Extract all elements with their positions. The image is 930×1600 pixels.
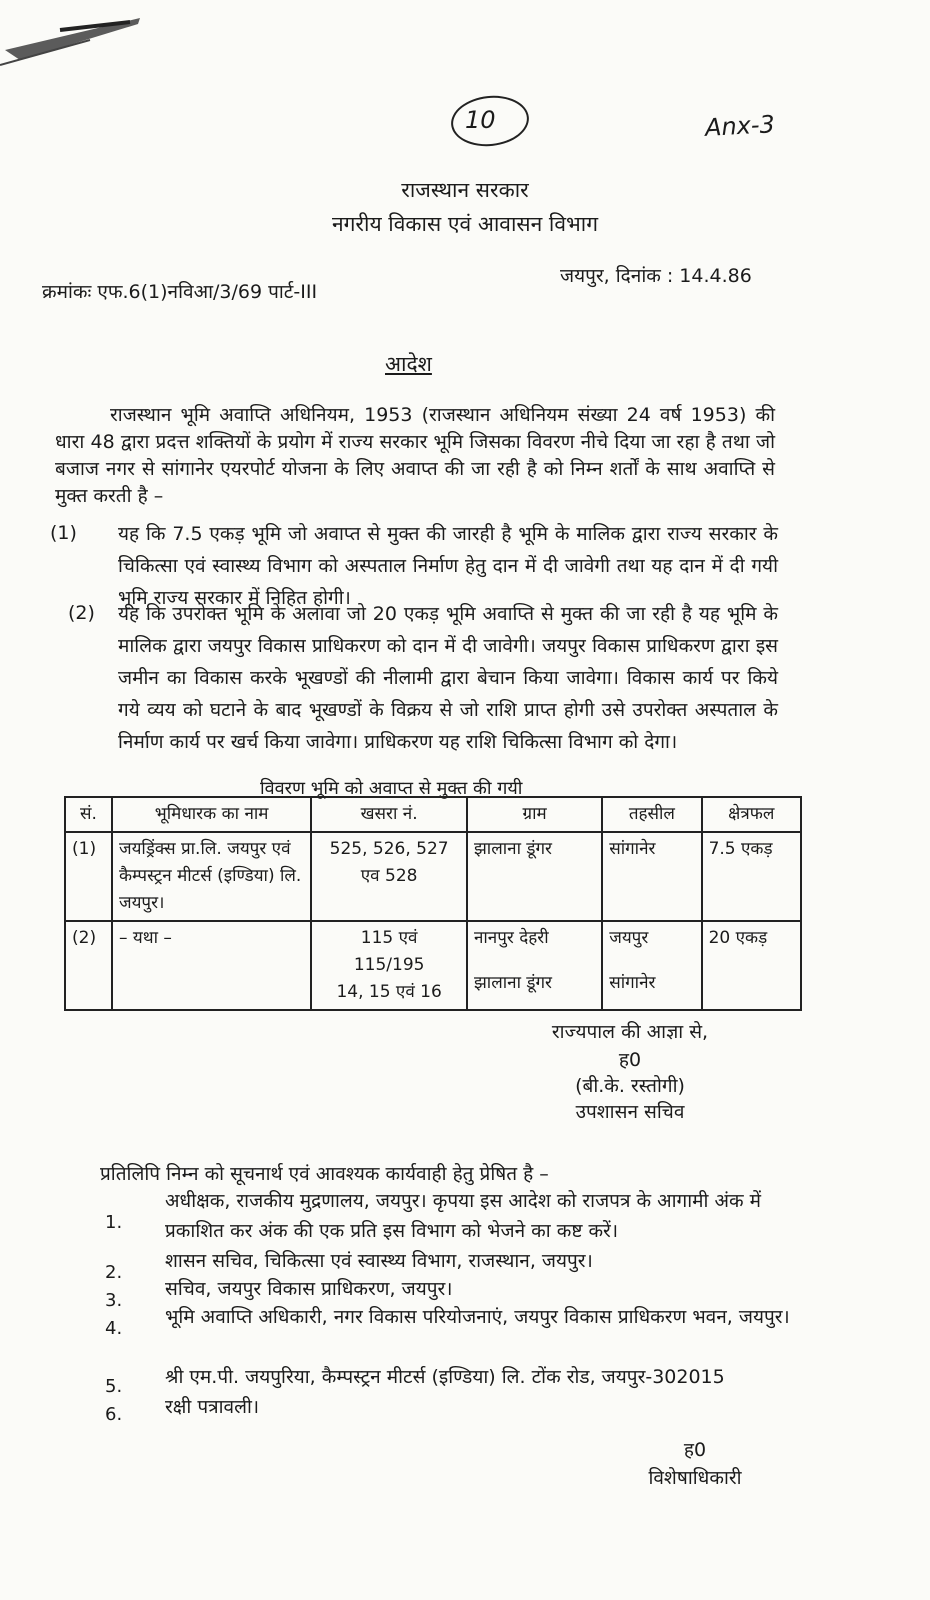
col-holder: भूमिधारक का नाम (112, 797, 311, 832)
scratch-mark (0, 10, 150, 80)
place-date: जयपुर, दिनांक : 14.4.86 (560, 265, 752, 287)
table-row (65, 921, 801, 1010)
table-caption: विवरण भूमि को अवाप्त से मुक्त की गयी (260, 778, 523, 799)
village-line: नानपुर देहरी (473, 928, 549, 948)
col-tehsil: तहसील (602, 797, 701, 832)
copy-heading: प्रतिलिपि निम्न को सूचनार्थ एवं आवश्यक कार्यवाही हेतु प्रेषित है – (100, 1163, 549, 1185)
page-number-circle (449, 92, 532, 150)
condition-number: (2) (68, 602, 95, 624)
col-khasra: खसरा नं. (311, 797, 467, 832)
copy-item-number: 6. (105, 1404, 123, 1425)
copy-item-number: 1. (105, 1212, 123, 1233)
cell-khasra (311, 921, 467, 1010)
copy-item-text: अधीक्षक, राजकीय मुद्रणालय, जयपुर। कृपया इस आदेश को राजपत्र के आगामी अंक में प्रकाशित कर अंक की एक प्रति इस विभाग को भेजने का कष्ट करें। (165, 1190, 761, 1242)
order-title: आदेश (385, 352, 432, 376)
copy-item-text: रक्षी पत्रावली। (165, 1396, 260, 1418)
condition-text: यह कि उपरोक्त भूमि के अलावा जो 20 एकड़ भूमि अवाप्ति से मुक्त की जा रही है यह भूमि के मालिक द्वारा जयपुर विकास प्राधिकरण को दान में दी जावेगी। जयपुर विकास प्राधिकरण द्वारा इस जमीन का विकास करके भूखण्डों की नीलामी द्वारा बेचान किया जावेगा। विकास कार्य पर किये गये व्यय को घटाने के बाद भूखण्डों के विक्रय से जो राशि प्राप्त होगी उसे उपरोक्त अस्पताल के निर्माण कार्य पर खर्च किया जावेगा। प्राधिकरण यह राशि चिकित्सा विभाग को देगा। (118, 603, 778, 753)
land-table (64, 796, 802, 1011)
annexure-mark: Anx-3 (704, 110, 776, 142)
cell-holder: – यथा – (112, 921, 311, 1010)
cell-area: 20 एकड़ (702, 921, 801, 1010)
header-department: नगरीय विकास एवं आवासन विभाग (331, 212, 599, 236)
khasra-line: 115/195 (353, 955, 425, 975)
signatory-designation: उपशासन सचिव (575, 1101, 685, 1123)
header-government: राजस्थान सरकार (401, 178, 529, 202)
page-number (465, 106, 496, 134)
copy-item-text: शासन सचिव, चिकित्सा एवं स्वास्थ्य विभाग, राजस्थान, जयपुर। (165, 1250, 593, 1272)
col-village: ग्राम (467, 797, 602, 832)
cell-village (467, 921, 602, 1010)
condition-text: यह कि 7.5 एकड़ भूमि जो अवाप्त से मुक्त की जारही है भूमि के मालिक द्वारा राज्य सरकार के चिकित्सा एवं स्वास्थ्य विभाग को अस्पताल निर्माण हेतु दान में दी जावेगी तथा यह दान में दी गयी भूमि राज्य सरकार में निहित होगी। (118, 523, 778, 609)
copy-item-number: 2. (105, 1262, 123, 1283)
signatory-name: (बी.के. रस्तोगी) (575, 1075, 685, 1097)
page-number-text: 10 (465, 106, 496, 134)
condition-number: (1) (50, 522, 77, 544)
signature-mark: ह0 (618, 1049, 642, 1071)
col-serial: सं. (65, 797, 112, 832)
tehsil-line: जयपुर (609, 928, 649, 948)
cell-area: 7.5 एकड़ (702, 832, 801, 921)
table-header-row (65, 797, 801, 832)
cell-khasra: 525, 526, 527 एव 528 (311, 832, 467, 921)
khasra-line: 14, 15 एवं 16 (336, 982, 442, 1002)
tehsil-line: सांगानेर (609, 973, 656, 993)
cell-serial: (2) (65, 921, 112, 1010)
signatory-designation-2: विशेषाधिकारी (648, 1467, 742, 1489)
col-area: क्षेत्रफल (702, 797, 801, 832)
copy-item-number: 3. (105, 1290, 123, 1311)
reference-number: क्रमांकः एफ.6(1)नविआ/3/69 पार्ट-III (42, 281, 318, 303)
village-line: झालाना डूंगर (473, 973, 552, 993)
copy-item-text: सचिव, जयपुर विकास प्राधिकरण, जयपुर। (165, 1278, 453, 1300)
cell-tehsil: सांगानेर (602, 832, 701, 921)
cell-holder: जयड्रिंक्स प्रा.लि. जयपुर एवं कैम्पस्ट्रन मीटर्स (इण्डिया) लि. जयपुर। (112, 832, 311, 921)
signature-line: राज्यपाल की आज्ञा से, (551, 1021, 709, 1043)
cell-village: झालाना डूंगर (467, 832, 602, 921)
copy-item-text: श्री एम.पी. जयपुरिया, कैम्पस्ट्रन मीटर्स (इण्डिया) लि. टोंक रोड, जयपुर-302015 (165, 1366, 725, 1388)
table-row (65, 832, 801, 921)
cell-tehsil (602, 921, 701, 1010)
copy-item-number: 5. (105, 1376, 123, 1397)
khasra-line: 115 एवं (360, 928, 418, 948)
copy-item-number: 4. (105, 1318, 123, 1339)
signature-mark-2: ह0 (683, 1439, 707, 1461)
cell-serial: (1) (65, 832, 112, 921)
intro-paragraph: राजस्थान भूमि अवाप्ति अधिनियम, 1953 (राजस्थान अधिनियम संख्या 24 वर्ष 1953) की धारा 48 द्वारा प्रदत्त शक्तियों के प्रयोग में राज्य सरकार भूमि जिसका विवरण नीचे दिया जा रहा है तथा जो बजाज नगर से सांगानेर एयरपोर्ट योजना के लिए अवाप्त की जा रही है को निम्न शर्तों के साथ अवाप्ति से मुक्त करती है – (55, 404, 775, 507)
copy-item-text: भूमि अवाप्ति अधिकारी, नगर विकास परियोजनाएं, जयपुर विकास प्राधिकरण भवन, जयपुर। (165, 1306, 790, 1328)
